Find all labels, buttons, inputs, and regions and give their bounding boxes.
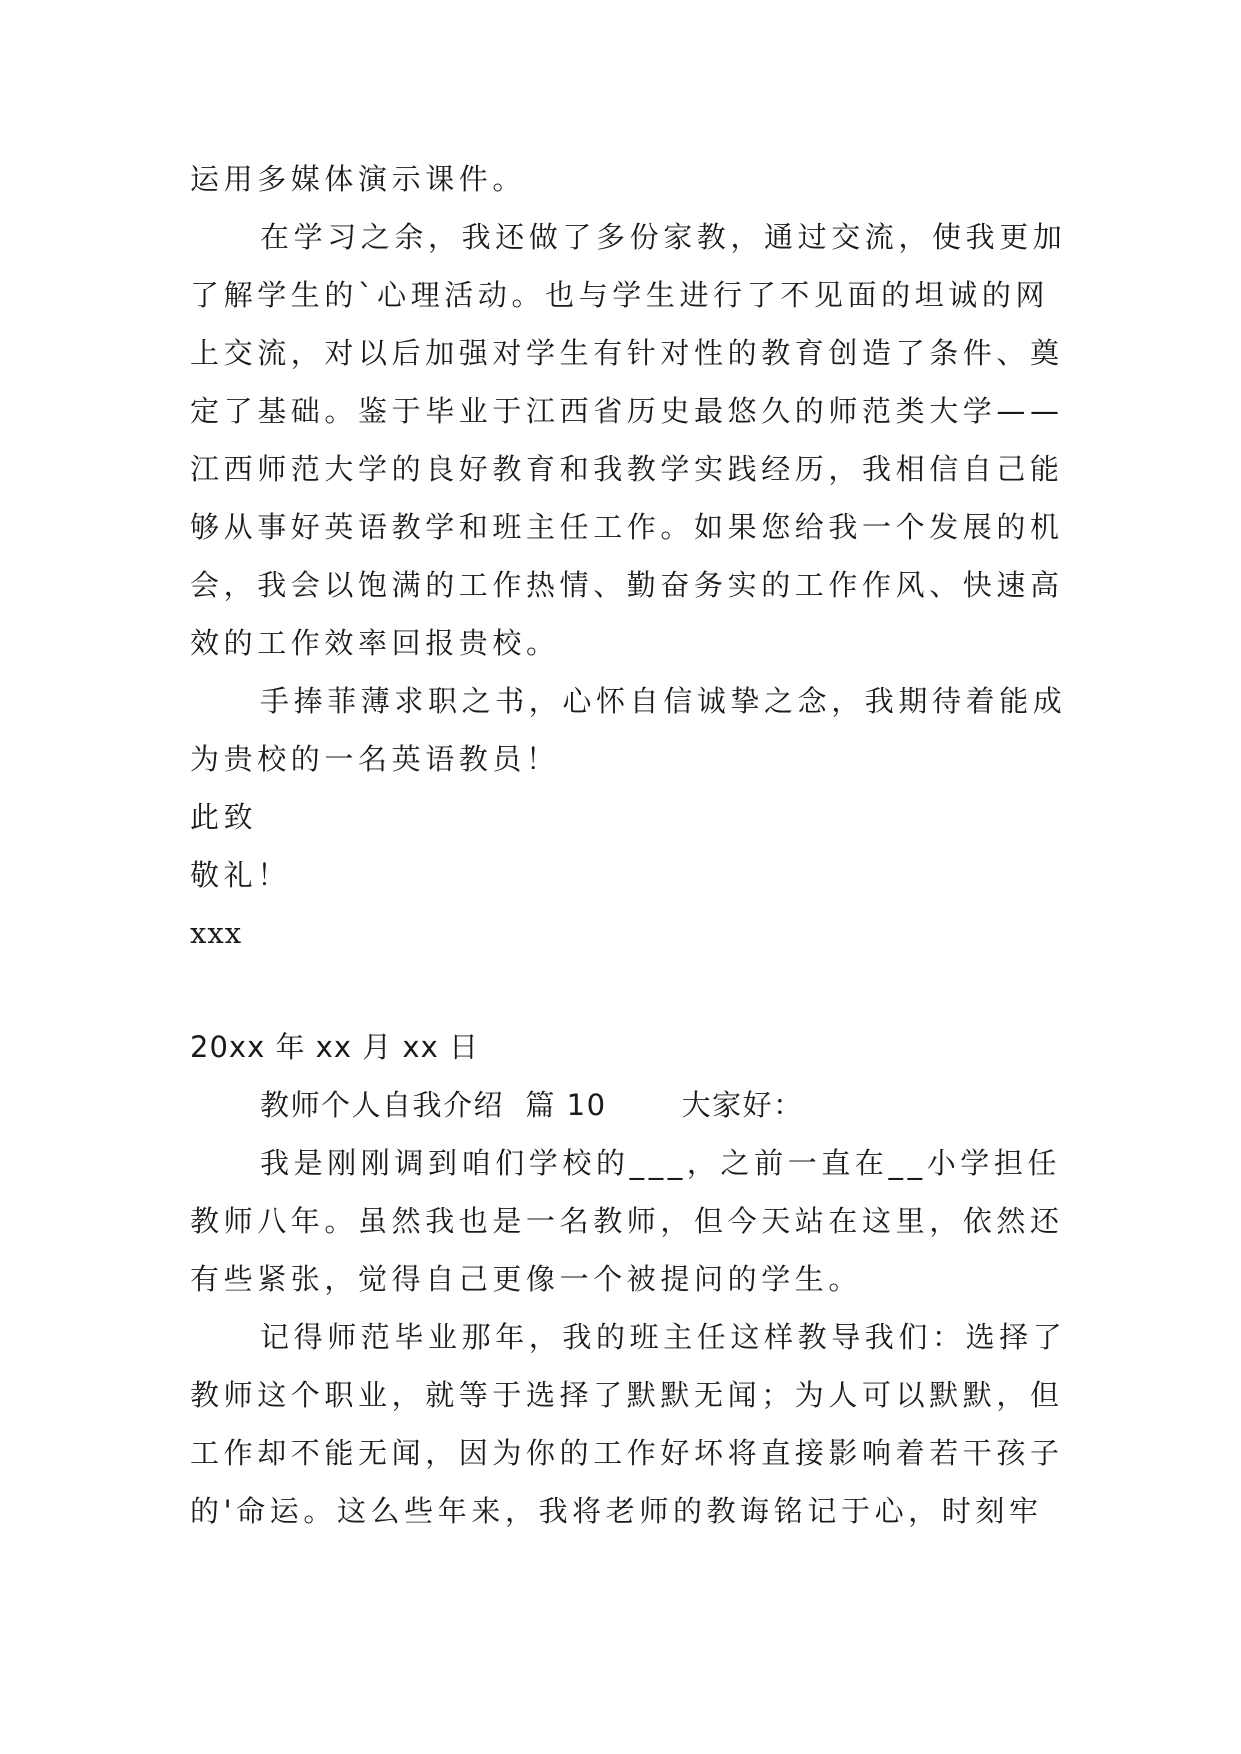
- signature-name: xxx: [190, 916, 243, 950]
- closing-regards: 敬礼！: [190, 858, 291, 892]
- text-line: 够从事好英语教学和班主任工作。如果您给我一个发展的机: [190, 510, 1064, 544]
- text-line: 上交流，对以后加强对学生有针对性的教育创造了条件、奠: [190, 336, 1064, 370]
- text-line: 为贵校的一名英语教员！: [190, 742, 560, 776]
- text-line: 会，我会以饱满的工作热情、勤奋务实的工作作风、快速高: [190, 568, 1064, 602]
- paragraph-start: 记得师范毕业那年，我的班主任这样教导我们：选择了: [260, 1320, 1067, 1354]
- text-line: 有些紧张，觉得自己更像一个被提问的学生。: [190, 1262, 863, 1296]
- text-line: 定了基础。鉴于毕业于江西省历史最悠久的师范类大学——: [190, 394, 1064, 428]
- paragraph-start: 我是刚刚调到咱们学校的___，之前一直在__小学担任: [260, 1146, 1062, 1180]
- section-heading: 教师个人自我介绍 篇 10 大家好：: [260, 1088, 804, 1122]
- letter-date: 20xx 年 xx 月 xx 日: [190, 1030, 479, 1064]
- text-line: 了解学生的`心理活动。也与学生进行了不见面的坦诚的网: [190, 278, 1050, 312]
- text-line: 的'命运。这么些年来，我将老师的教诲铭记于心，时刻牢: [190, 1494, 1043, 1528]
- text-line: 教师八年。虽然我也是一名教师，但今天站在这里，依然还: [190, 1204, 1064, 1238]
- spacer: [190, 962, 1050, 1018]
- text-line: 教师这个职业，就等于选择了默默无闻；为人可以默默，但: [190, 1378, 1064, 1412]
- paragraph-start: 在学习之余，我还做了多份家教，通过交流，使我更加: [260, 220, 1067, 254]
- text-line: 工作却不能无闻，因为你的工作好坏将直接影响着若干孩子: [190, 1436, 1064, 1470]
- text-line: 效的工作效率回报贵校。: [190, 626, 560, 660]
- paragraph-start: 手捧菲薄求职之书，心怀自信诚挚之念，我期待着能成: [260, 684, 1067, 718]
- document-body: [190, 150, 1067, 1540]
- text-line: 运用多媒体演示课件。: [190, 162, 527, 196]
- text-line: 江西师范大学的良好教育和我教学实践经历，我相信自己能: [190, 452, 1064, 486]
- closing-salutation: 此致: [190, 800, 258, 834]
